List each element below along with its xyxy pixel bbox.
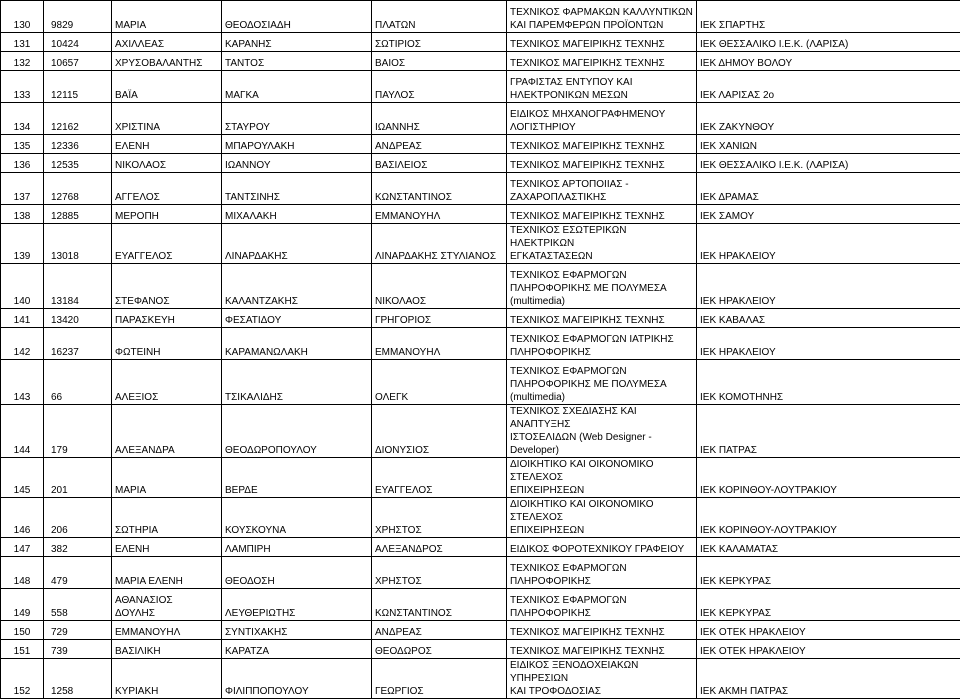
first-name-cell: ΑΘΑΝΑΣΙΟΣ ΔΟΥΛΗΣ <box>112 589 222 621</box>
specialty-cell: ΤΕΧΝΙΚΟΣ ΑΡΤΟΠΟΙΙΑΣ - ΖΑΧΑΡΟΠΛΑΣΤΙΚΗΣ <box>507 173 697 205</box>
surname-cell: ΘΕΟΔΟΣΗ <box>222 557 372 589</box>
row-number-cell: 144 <box>1 405 44 458</box>
first-name-cell: ΒΑΣΙΛΙΚΗ <box>112 640 222 659</box>
specialty-cell: ΤΕΧΝΙΚΟΣ ΕΣΩΤΕΡΙΚΩΝ ΗΛΕΚΤΡΙΚΩΝ ΕΓΚΑΤΑΣΤΑΣΕΩΝ <box>507 224 697 264</box>
table-row <box>1 640 960 659</box>
specialty-cell: ΤΕΧΝΙΚΟΣ ΕΦΑΡΜΟΓΩΝ ΠΛΗΡΟΦΟΡΙΚΗΣ <box>507 589 697 621</box>
table-row <box>1 71 960 103</box>
father-name-cell: ΓΕΩΡΓΙΟΣ <box>372 659 507 699</box>
institute-cell: ΙΕΚ ΚΑΒΑΛΑΣ <box>697 309 960 328</box>
father-name-cell: ΧΡΗΣΤΟΣ <box>372 498 507 538</box>
institute-cell: ΙΕΚ ΘΕΣΣΑΛΙΚΟ Ι.Ε.Κ. (ΛΑΡΙΣΑ) <box>697 33 960 52</box>
row-number-cell: 147 <box>1 538 44 557</box>
institute-cell: ΙΕΚ ΟΤΕΚ ΗΡΑΚΛΕΙΟΥ <box>697 640 960 659</box>
first-name-cell: ΝΙΚΟΛΑΟΣ <box>112 154 222 173</box>
specialty-cell: ΤΕΧΝΙΚΟΣ ΣΧΕΔΙΑΣΗΣ ΚΑΙ ΑΝΑΠΤΥΞΗΣ ΙΣΤΟΣΕΛΙΔΩΝ (Web Designer - Developer) <box>507 405 697 458</box>
first-name-cell: ΣΩΤΗΡΙΑ <box>112 498 222 538</box>
row-number-cell: 131 <box>1 33 44 52</box>
surname-cell: ΜΑΓΚΑ <box>222 71 372 103</box>
institute-cell: ΙΕΚ ΔΡΑΜΑΣ <box>697 173 960 205</box>
id-cell: 1258 <box>44 659 112 699</box>
id-cell: 12336 <box>44 135 112 154</box>
specialty-cell: ΤΕΧΝΙΚΟΣ ΜΑΓΕΙΡΙΚΗΣ ΤΕΧΝΗΣ <box>507 154 697 173</box>
table-row <box>1 589 960 621</box>
institute-cell: ΙΕΚ ΠΑΤΡΑΣ <box>697 405 960 458</box>
row-number-cell: 142 <box>1 328 44 360</box>
specialty-cell: ΤΕΧΝΙΚΟΣ ΜΑΓΕΙΡΙΚΗΣ ΤΕΧΝΗΣ <box>507 33 697 52</box>
specialty-cell: ΕΙΔΙΚΟΣ ΞΕΝΟΔΟΧΕΙΑΚΩΝ ΥΠΗΡΕΣΙΩΝ ΚΑΙ ΤΡΟΦΟΔΟΣΙΑΣ <box>507 659 697 699</box>
institute-cell: ΙΕΚ ΚΕΡΚΥΡΑΣ <box>697 557 960 589</box>
institute-cell: ΙΕΚ ΚΕΡΚΥΡΑΣ <box>697 589 960 621</box>
first-name-cell: ΕΛΕΝΗ <box>112 538 222 557</box>
first-name-cell: ΑΛΕΞΑΝΔΡΑ <box>112 405 222 458</box>
id-cell: 13420 <box>44 309 112 328</box>
row-number-cell: 141 <box>1 309 44 328</box>
first-name-cell: ΕΥΑΓΓΕΛΟΣ <box>112 224 222 264</box>
specialty-cell: ΤΕΧΝΙΚΟΣ ΕΦΑΡΜΟΓΩΝ ΠΛΗΡΟΦΟΡΙΚΗΣ ΜΕ ΠΟΛΥΜΕΣΑ (multimedia) <box>507 360 697 405</box>
id-cell: 179 <box>44 405 112 458</box>
surname-cell: ΤΣΙΚΑΛΙΔΗΣ <box>222 360 372 405</box>
row-number-cell: 134 <box>1 103 44 135</box>
first-name-cell: ΠΑΡΑΣΚΕΥΗ <box>112 309 222 328</box>
surname-cell: ΤΑΝΤΟΣ <box>222 52 372 71</box>
id-cell: 16237 <box>44 328 112 360</box>
row-number-cell: 130 <box>1 1 44 33</box>
surname-cell: ΙΩΑΝΝΟΥ <box>222 154 372 173</box>
institute-cell: ΙΕΚ ΛΑΡΙΣΑΣ 2ο <box>697 71 960 103</box>
surname-cell: ΒΕΡΔΕ <box>222 458 372 498</box>
table-row <box>1 309 960 328</box>
specialty-cell: ΕΙΔΙΚΟΣ ΦΟΡΟΤΕΧΝΙΚΟΥ ΓΡΑΦΕΙΟΥ <box>507 538 697 557</box>
row-number-cell: 151 <box>1 640 44 659</box>
row-number-cell: 150 <box>1 621 44 640</box>
specialty-cell: ΤΕΧΝΙΚΟΣ ΜΑΓΕΙΡΙΚΗΣ ΤΕΧΝΗΣ <box>507 135 697 154</box>
surname-cell: ΜΙΧΑΛΑΚΗ <box>222 205 372 224</box>
specialty-cell: ΤΕΧΝΙΚΟΣ ΜΑΓΕΙΡΙΚΗΣ ΤΕΧΝΗΣ <box>507 205 697 224</box>
table-row <box>1 264 960 309</box>
row-number-cell: 135 <box>1 135 44 154</box>
surname-cell: ΜΠΑΡΟΥΛΑΚΗ <box>222 135 372 154</box>
id-cell: 12885 <box>44 205 112 224</box>
father-name-cell: ΝΙΚΟΛΑΟΣ <box>372 264 507 309</box>
institute-cell: ΙΕΚ ΣΑΜΟΥ <box>697 205 960 224</box>
institute-cell: ΙΕΚ ΚΟΡΙΝΘΟΥ-ΛΟΥΤΡΑΚΙΟΥ <box>697 458 960 498</box>
father-name-cell: ΠΛΑΤΩΝ <box>372 1 507 33</box>
row-number-cell: 138 <box>1 205 44 224</box>
row-number-cell: 145 <box>1 458 44 498</box>
table-row <box>1 458 960 498</box>
specialty-cell: ΔΙΟΙΚΗΤΙΚΟ ΚΑΙ ΟΙΚΟΝΟΜΙΚΟ ΣΤΕΛΕΧΟΣ ΕΠΙΧΕΙΡΗΣΕΩΝ <box>507 498 697 538</box>
specialty-cell: ΤΕΧΝΙΚΟΣ ΕΦΑΡΜΟΓΩΝ ΠΛΗΡΟΦΟΡΙΚΗΣ <box>507 557 697 589</box>
surname-cell: ΣΤΑΥΡΟΥ <box>222 103 372 135</box>
id-cell: 206 <box>44 498 112 538</box>
table-row <box>1 154 960 173</box>
id-cell: 201 <box>44 458 112 498</box>
father-name-cell: ΑΛΕΞΑΝΔΡΟΣ <box>372 538 507 557</box>
father-name-cell: ΕΜΜΑΝΟΥΗΛ <box>372 328 507 360</box>
table-row <box>1 659 960 699</box>
surname-cell: ΤΑΝΤΣΙΝΗΣ <box>222 173 372 205</box>
institute-cell: ΙΕΚ ΚΟΜΟΤΗΝΗΣ <box>697 360 960 405</box>
surname-cell: ΚΑΡΑΤΖΑ <box>222 640 372 659</box>
row-number-cell: 140 <box>1 264 44 309</box>
father-name-cell: ΔΙΟΝΥΣΙΟΣ <box>372 405 507 458</box>
first-name-cell: ΦΩΤΕΙΝΗ <box>112 328 222 360</box>
row-number-cell: 136 <box>1 154 44 173</box>
id-cell: 13018 <box>44 224 112 264</box>
surname-cell: ΣΥΝΤΙΧΑΚΗΣ <box>222 621 372 640</box>
father-name-cell: ΚΩΝΣΤΑΝΤΙΝΟΣ <box>372 589 507 621</box>
first-name-cell: ΕΜΜΑΝΟΥΗΛ <box>112 621 222 640</box>
id-cell: 12535 <box>44 154 112 173</box>
father-name-cell: ΑΝΔΡΕΑΣ <box>372 135 507 154</box>
father-name-cell: ΒΑΣΙΛΕΙΟΣ <box>372 154 507 173</box>
row-number-cell: 137 <box>1 173 44 205</box>
id-cell: 729 <box>44 621 112 640</box>
id-cell: 12768 <box>44 173 112 205</box>
surname-cell: ΚΑΛΑΝΤΖΑΚΗΣ <box>222 264 372 309</box>
specialty-cell: ΓΡΑΦΙΣΤΑΣ ΕΝΤΥΠΟΥ ΚΑΙ ΗΛΕΚΤΡΟΝΙΚΩΝ ΜΕΣΩΝ <box>507 71 697 103</box>
surname-cell: ΘΕΟΔΩΡΟΠΟΥΛΟΥ <box>222 405 372 458</box>
first-name-cell: ΜΕΡΟΠΗ <box>112 205 222 224</box>
father-name-cell: ΧΡΗΣΤΟΣ <box>372 557 507 589</box>
surname-cell: ΚΑΡΑΜΑΝΩΛΑΚΗ <box>222 328 372 360</box>
specialty-cell: ΤΕΧΝΙΚΟΣ ΕΦΑΡΜΟΓΩΝ ΠΛΗΡΟΦΟΡΙΚΗΣ ΜΕ ΠΟΛΥΜΕΣΑ (multimedia) <box>507 264 697 309</box>
first-name-cell: ΜΑΡΙΑ <box>112 1 222 33</box>
institute-cell: ΙΕΚ ΧΑΝΙΩΝ <box>697 135 960 154</box>
first-name-cell: ΑΧΙΛΛΕΑΣ <box>112 33 222 52</box>
table-body <box>1 1 960 699</box>
father-name-cell: ΓΡΗΓΟΡΙΟΣ <box>372 309 507 328</box>
surname-cell: ΛΑΜΠΙΡΗ <box>222 538 372 557</box>
table-row <box>1 224 960 264</box>
id-cell: 9829 <box>44 1 112 33</box>
specialty-cell: ΤΕΧΝΙΚΟΣ ΜΑΓΕΙΡΙΚΗΣ ΤΕΧΝΗΣ <box>507 640 697 659</box>
surname-cell: ΘΕΟΔΟΣΙΑΔΗ <box>222 1 372 33</box>
surname-cell: ΚΟΥΣΚΟΥΝΑ <box>222 498 372 538</box>
first-name-cell: ΒΑΪΑ <box>112 71 222 103</box>
row-number-cell: 148 <box>1 557 44 589</box>
table-row <box>1 405 960 458</box>
institute-cell: ΙΕΚ ΟΤΕΚ ΗΡΑΚΛΕΙΟΥ <box>697 621 960 640</box>
specialty-cell: ΤΕΧΝΙΚΟΣ ΜΑΓΕΙΡΙΚΗΣ ΤΕΧΝΗΣ <box>507 621 697 640</box>
table-row <box>1 328 960 360</box>
table-row <box>1 538 960 557</box>
institute-cell: ΙΕΚ ΗΡΑΚΛΕΙΟΥ <box>697 224 960 264</box>
table-row <box>1 205 960 224</box>
specialty-cell: ΤΕΧΝΙΚΟΣ ΜΑΓΕΙΡΙΚΗΣ ΤΕΧΝΗΣ <box>507 52 697 71</box>
father-name-cell: ΛΙΝΑΡΔΑΚΗΣ ΣΤΥΛΙΑΝΟΣ <box>372 224 507 264</box>
father-name-cell: ΘΕΟΔΩΡΟΣ <box>372 640 507 659</box>
institute-cell: ΙΕΚ ΗΡΑΚΛΕΙΟΥ <box>697 264 960 309</box>
father-name-cell: ΒΑΙΟΣ <box>372 52 507 71</box>
table-row <box>1 135 960 154</box>
first-name-cell: ΑΛΕΞΙΟΣ <box>112 360 222 405</box>
institute-cell: ΙΕΚ ΣΠΑΡΤΗΣ <box>697 1 960 33</box>
father-name-cell: ΑΝΔΡΕΑΣ <box>372 621 507 640</box>
first-name-cell: ΜΑΡΙΑ ΕΛΕΝΗ <box>112 557 222 589</box>
father-name-cell: ΙΩΑΝΝΗΣ <box>372 103 507 135</box>
institute-cell: ΙΕΚ ΔΗΜΟΥ ΒΟΛΟΥ <box>697 52 960 71</box>
father-name-cell: ΣΩΤΙΡΙΟΣ <box>372 33 507 52</box>
first-name-cell: ΣΤΕΦΑΝΟΣ <box>112 264 222 309</box>
surname-cell: ΦΕΣΑΤΙΔΟΥ <box>222 309 372 328</box>
surname-cell: ΦΙΛΙΠΠΟΠΟΥΛΟΥ <box>222 659 372 699</box>
table-row <box>1 557 960 589</box>
surname-cell: ΛΙΝΑΡΔΑΚΗΣ <box>222 224 372 264</box>
id-cell: 558 <box>44 589 112 621</box>
id-cell: 66 <box>44 360 112 405</box>
institute-cell: ΙΕΚ ΘΕΣΣΑΛΙΚΟ Ι.Ε.Κ. (ΛΑΡΙΣΑ) <box>697 154 960 173</box>
institute-cell: ΙΕΚ ΚΑΛΑΜΑΤΑΣ <box>697 538 960 557</box>
table-row <box>1 360 960 405</box>
row-number-cell: 146 <box>1 498 44 538</box>
table-row <box>1 1 960 33</box>
first-name-cell: ΧΡΙΣΤΙΝΑ <box>112 103 222 135</box>
id-cell: 382 <box>44 538 112 557</box>
id-cell: 12162 <box>44 103 112 135</box>
id-cell: 479 <box>44 557 112 589</box>
specialty-cell: ΔΙΟΙΚΗΤΙΚΟ ΚΑΙ ΟΙΚΟΝΟΜΙΚΟ ΣΤΕΛΕΧΟΣ ΕΠΙΧΕΙΡΗΣΕΩΝ <box>507 458 697 498</box>
father-name-cell: ΟΛΕΓΚ <box>372 360 507 405</box>
row-number-cell: 143 <box>1 360 44 405</box>
father-name-cell: ΕΜΜΑΝΟΥΗΛ <box>372 205 507 224</box>
table-row <box>1 33 960 52</box>
row-number-cell: 132 <box>1 52 44 71</box>
id-cell: 10657 <box>44 52 112 71</box>
table-row <box>1 173 960 205</box>
first-name-cell: ΑΓΓΕΛΟΣ <box>112 173 222 205</box>
first-name-cell: ΜΑΡΙΑ <box>112 458 222 498</box>
row-number-cell: 133 <box>1 71 44 103</box>
first-name-cell: ΧΡΥΣΟΒΑΛΑΝΤΗΣ <box>112 52 222 71</box>
table-row <box>1 52 960 71</box>
row-number-cell: 139 <box>1 224 44 264</box>
institute-cell: ΙΕΚ ΚΟΡΙΝΘΟΥ-ΛΟΥΤΡΑΚΙΟΥ <box>697 498 960 538</box>
father-name-cell: ΚΩΝΣΤΑΝΤΙΝΟΣ <box>372 173 507 205</box>
specialty-cell: ΤΕΧΝΙΚΟΣ ΜΑΓΕΙΡΙΚΗΣ ΤΕΧΝΗΣ <box>507 309 697 328</box>
institute-cell: ΙΕΚ ΑΚΜΗ ΠΑΤΡΑΣ <box>697 659 960 699</box>
row-number-cell: 149 <box>1 589 44 621</box>
id-cell: 12115 <box>44 71 112 103</box>
father-name-cell: ΠΑΥΛΟΣ <box>372 71 507 103</box>
table-row <box>1 103 960 135</box>
table-row <box>1 621 960 640</box>
first-name-cell: ΕΛΕΝΗ <box>112 135 222 154</box>
father-name-cell: ΕΥΑΓΓΕΛΟΣ <box>372 458 507 498</box>
specialty-cell: ΕΙΔΙΚΟΣ ΜΗΧΑΝΟΓΡΑΦΗΜΕΝΟΥ ΛΟΓΙΣΤΗΡΙΟΥ <box>507 103 697 135</box>
id-cell: 13184 <box>44 264 112 309</box>
table-row <box>1 498 960 538</box>
institute-cell: ΙΕΚ ΗΡΑΚΛΕΙΟΥ <box>697 328 960 360</box>
institute-cell: ΙΕΚ ΖΑΚΥΝΘΟΥ <box>697 103 960 135</box>
specialty-cell: ΤΕΧΝΙΚΟΣ ΕΦΑΡΜΟΓΩΝ ΙΑΤΡΙΚΗΣ ΠΛΗΡΟΦΟΡΙΚΗΣ <box>507 328 697 360</box>
row-number-cell: 152 <box>1 659 44 699</box>
id-cell: 739 <box>44 640 112 659</box>
surname-cell: ΛΕΥΘΕΡΙΩΤΗΣ <box>222 589 372 621</box>
specialty-cell: ΤΕΧΝΙΚΟΣ ΦΑΡΜΑΚΩΝ ΚΑΛΛΥΝΤΙΚΩΝ ΚΑΙ ΠΑΡΕΜΦΕΡΩΝ ΠΡΟΪΟΝΤΩΝ <box>507 1 697 33</box>
first-name-cell: ΚΥΡΙΑΚΗ <box>112 659 222 699</box>
surname-cell: ΚΑΡΑΝΗΣ <box>222 33 372 52</box>
id-cell: 10424 <box>44 33 112 52</box>
